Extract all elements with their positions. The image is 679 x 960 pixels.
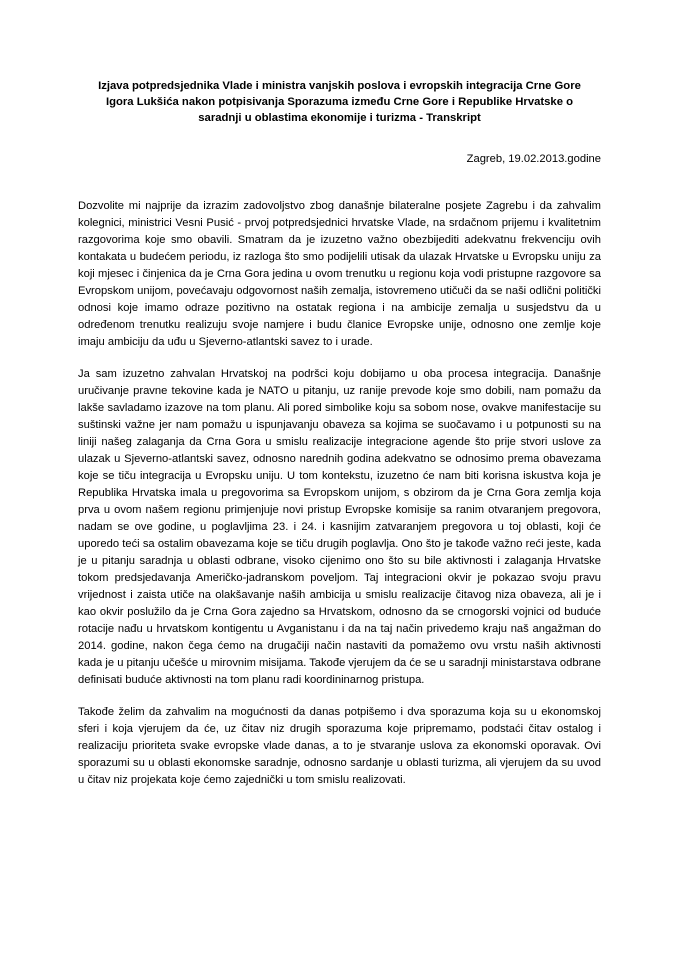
paragraph: Ja sam izuzetno zahvalan Hrvatskoj na podršci koju dobijamo u oba procesa integracija. Današnje uručivanje pravne tekovine kada je NATO u pitanju, uz ranije prevode koje smo dobili, nam pomažu da lakše savladamo izazove na tom planu. Ali pored simbolike koju sa sobom nose, ovakve manifestacije su suštinski važne jer nam pomažu u ispunjavanju obaveza sa kojima se suočavamo i u potpunosti su na liniji našeg zalaganja da Crna Gora u smislu realizacije integracione agende što prije stvori uslove za ulazak u Sjeverno-atlantski savez, odnosno narednih godina adekvatno se odnosimo prema obavezama koje se tiču integracija u Evropsku uniju. U tom kontekstu, izuzetno će nam biti korisna iskustva koja je Republika Hrvatska imala u pregovorima sa Evropskom unijom, s obzirom da je Crna Gora zemlja koja prva u ovom našem regionu primjenjuje novi pristup Evropske komisije sa ranim otvaranjem pregovora, nadam se ove godine, u poglavljima 23. i 24. i kasnijim zatvaranjem pregovora u toj oblasti, koji će uporedo teći sa ostalim obavezama koje se tiču drugih poglavlja. Ono što je takođe važno reći jeste, kada je u pitanju saradnja u oblasti odbrane, visoko cijenimo ono što su bile aktivnosti i zalaganja Hrvatske tokom predsjedavanja Američko-jadranskom poveljom. Taj integracioni okvir je pokazao svoju pravu vrijednost i zaista utiče na olakšavanje naših ambicija u smislu realizacije čitavog niza obaveza, ali je i kao okvir poslužilo da je Crna Gora zajedno sa Hrvatskom, odnosno da se crnogorski vojnici od buduće rotacije nađu u hrvatskom kontigentu u Avganistanu i da na taj način privedemo kraju naš angažman do 2014. godine, nakon čega ćemo na drugačiji način nastaviti da pomažemo ovu vrstu naših aktivnosti kada je u pitanju učešće u mirovnim misijama. Takođe vjerujem da će se u saradnji ministarstava odbrane definisati buduće aktivnosti na tom planu radi koordininarnog pristupa. — [78, 367, 601, 687]
paragraph: Takođe želim da zahvalim na mogućnosti da danas potpišemo i dva sporazuma koja su u ekonomskoj sferi i koja vjerujem da će, uz čitav niz drugih sporazuma koje pripremamo, podstaći čitav ostalog i realizaciju prioriteta svake evropske vlade danas, a to je stvaranje uslova za ekonomski oporavak. Ovi sporazumi su u oblasti ekonomske saradnje, odnosno sardanje u oblasti turizma, ali vjerujem da su uvod u čitav niz projekata koje ćemo zajednički u tom smislu realizovati. — [78, 706, 601, 787]
paragraph: Dozvolite mi najprije da izrazim zadovoljstvo zbog današnje bilateralne posjete Zagrebu i da zahvalim kolegnici, ministrici Vesni Pusić - prvoj potpredsjednici hrvatske Vlade, na srdačnom prijemu i kvalitetnim razgovorima koje smo obavili. Smatram da je izuzetno važno obezbijediti adekvatnu frekvenciju ovih kontakata u budećem periodu, iz razloga što smo podijelili utisak da ulazak Hrvatske u Evropsku uniju za koji mjesec i činjenica da je Crna Gora jedina u ovom trenutku u regionu koja vodi pristupne razgovore sa Evropskom unijom, povećavaju odgovornost naših zemalja, istovremeno utičuči da se naši odlični politički odnosi koje imamo odraze pozitivno na ostatak regiona i na ambicije zemalja u susjedstvu da u određenom trenutku realizuju svoje namjere i budu članice Evropske unije, odnosno one zemlje koje imaju ambiciju da uđu u Sjeverno-atlantski savez to i urade. — [78, 199, 601, 348]
dateline: Zagreb, 19.02.2013.godine — [466, 153, 601, 166]
document-title: Izjava potpredsjednika Vlade i ministra vanjskih poslova i evropskih integracija Crne Gore Igora Lukšića nakon potpisivanja Sporazuma između Crne Gore i Republike Hrvatske o saradnji u oblastima ekonomije i turizma - Transkript — [98, 80, 581, 125]
document-body — [78, 198, 601, 790]
